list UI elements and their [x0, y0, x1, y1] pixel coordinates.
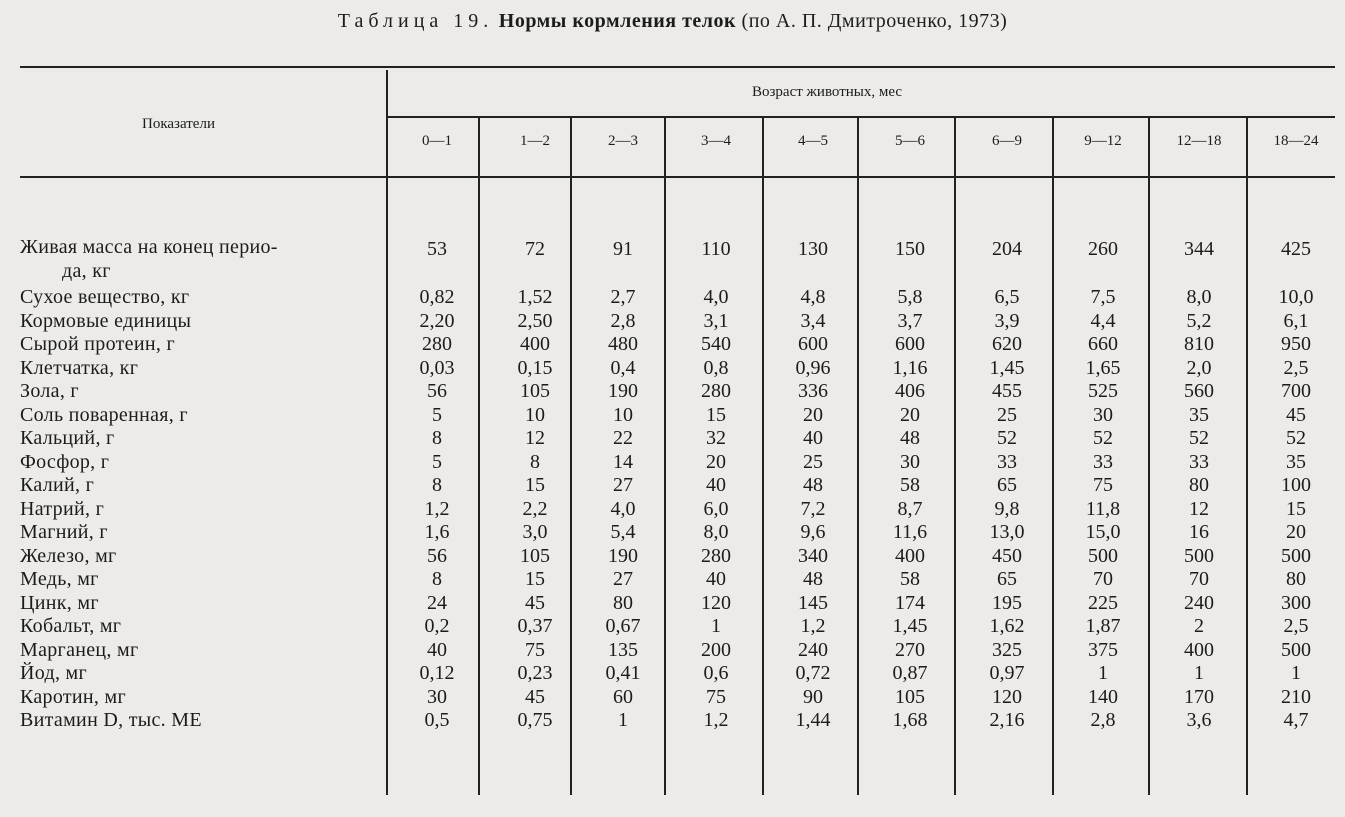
table-cell: 135 — [608, 638, 638, 661]
table-cell: 52 — [1189, 427, 1209, 449]
row-label — [20, 639, 380, 663]
table-cell: 130 — [798, 238, 828, 260]
table-cell: 5,2 — [1186, 309, 1212, 332]
row-label-text: Витамин D, тыс. МЕ — [20, 709, 202, 731]
table-cell: 100 — [1281, 474, 1311, 496]
table-caption — [0, 10, 1345, 33]
table-cell: 1 — [1194, 662, 1204, 684]
table-cell: 5 — [432, 450, 442, 473]
table-cell: 0,15 — [517, 356, 553, 379]
table-cell: 30 — [427, 685, 447, 708]
table-cell: 500 — [1281, 638, 1311, 661]
table-cell: 20 — [1286, 521, 1306, 543]
table-cell: 1,2 — [703, 709, 729, 731]
row-label — [20, 404, 380, 428]
table-cell: 455 — [992, 380, 1022, 402]
table-cell: 210 — [1281, 685, 1311, 708]
table-cell: 3,0 — [522, 521, 548, 543]
table-cell: 140 — [1088, 685, 1118, 708]
row-label-text: Фосфор, г — [20, 450, 110, 473]
table-cell: 35 — [1189, 403, 1209, 426]
table-cell: 1,6 — [424, 521, 450, 543]
column-divider — [1148, 118, 1150, 795]
table-cell: 2 — [1194, 615, 1204, 637]
table-cell: 110 — [701, 238, 731, 260]
table-cell: 15 — [525, 474, 545, 496]
table-cell: 33 — [1189, 450, 1209, 473]
table-cell: 400 — [1184, 638, 1214, 661]
table-cell: 5 — [432, 403, 442, 426]
table-cell: 300 — [1281, 591, 1311, 614]
table-cell: 0,75 — [517, 709, 553, 731]
table-cell: 1,87 — [1085, 615, 1121, 637]
table-cell: 280 — [701, 544, 731, 567]
table-cell: 12 — [1189, 497, 1209, 520]
table-cell: 4,7 — [1283, 709, 1309, 731]
row-label — [20, 686, 380, 710]
table-cell: 75 — [1093, 474, 1113, 496]
table-cell: 75 — [706, 685, 726, 708]
table-cell: 3,7 — [897, 309, 923, 332]
age-column-header: 12—18 — [1176, 133, 1222, 149]
table-cell: 280 — [422, 333, 452, 355]
row-label-text: Клетчатка, кг — [20, 356, 139, 379]
table-cell: 3,6 — [1186, 709, 1212, 731]
table-cell: 65 — [997, 568, 1017, 590]
row-label-text: Сухое вещество, кг — [20, 286, 190, 308]
caption-source: (по А. П. Дмитроченко, 1973) — [741, 10, 1008, 32]
caption-label: Таблица 19. — [337, 10, 494, 32]
table-cell: 400 — [895, 544, 925, 567]
row-label — [20, 615, 380, 639]
age-column-header: 0—1 — [422, 133, 452, 149]
table-cell: 10 — [613, 403, 633, 426]
row-label-text: Цинк, мг — [20, 591, 99, 614]
row-label-text: Зола, г — [20, 380, 79, 402]
table-cell: 8 — [432, 474, 442, 496]
table-cell: 270 — [895, 638, 925, 661]
table-cell: 40 — [427, 638, 447, 661]
table-cell: 13,0 — [989, 521, 1025, 543]
table-cell: 2,8 — [610, 309, 636, 332]
table-cell: 11,6 — [892, 521, 928, 543]
table-cell: 240 — [1184, 591, 1214, 614]
table-cell: 25 — [803, 450, 823, 473]
table-cell: 344 — [1184, 238, 1214, 260]
table-cell: 40 — [706, 474, 726, 496]
table-cell: 1,68 — [892, 709, 928, 731]
row-label — [20, 333, 380, 357]
row-label — [20, 709, 380, 733]
table-cell: 1,45 — [989, 356, 1025, 379]
table-cell: 80 — [1286, 568, 1306, 590]
row-label-text: Марганец, мг — [20, 638, 139, 661]
table-cell: 33 — [1093, 450, 1113, 473]
table-cell: 204 — [992, 238, 1022, 260]
table-cell: 195 — [992, 591, 1022, 614]
table-cell: 15 — [525, 568, 545, 590]
table-cell: 72 — [525, 238, 545, 260]
column-divider — [386, 70, 388, 795]
table-cell: 0,72 — [795, 662, 831, 684]
table-cell: 500 — [1184, 544, 1214, 567]
table-cell: 7,5 — [1090, 286, 1116, 308]
table-cell: 9,8 — [994, 497, 1020, 520]
table-cell: 91 — [613, 238, 633, 260]
table-cell: 10,0 — [1278, 286, 1314, 308]
table-cell: 32 — [706, 427, 726, 449]
table-cell: 0,12 — [419, 662, 455, 684]
row-label-text: Кормовые единицы — [20, 309, 192, 332]
table-cell: 2,20 — [419, 309, 455, 332]
table-cell: 70 — [1189, 568, 1209, 590]
table-cell: 1 — [1291, 662, 1301, 684]
age-group-rule — [386, 116, 1335, 118]
table-cell: 11,8 — [1085, 497, 1121, 520]
table-cell: 0,23 — [517, 662, 553, 684]
table-cell: 15 — [706, 403, 726, 426]
table-cell: 1,16 — [892, 356, 928, 379]
table-cell: 48 — [900, 427, 920, 449]
table-cell: 10 — [525, 403, 545, 426]
table-cell: 1,45 — [892, 615, 928, 637]
table-cell: 3,9 — [994, 309, 1020, 332]
table-cell: 52 — [1093, 427, 1113, 449]
table-cell: 6,1 — [1283, 309, 1309, 332]
column-divider — [1246, 118, 1248, 795]
table-cell: 700 — [1281, 380, 1311, 402]
table-cell: 58 — [900, 568, 920, 590]
table-cell: 0,2 — [424, 615, 450, 637]
table-cell: 0,96 — [795, 356, 831, 379]
table-cell: 60 — [613, 685, 633, 708]
table-cell: 105 — [520, 380, 550, 402]
row-label-text: Сырой протеин, г — [20, 333, 175, 355]
row-label-continuation: да, кг — [62, 259, 111, 282]
row-label — [20, 545, 380, 569]
table-cell: 120 — [701, 591, 731, 614]
table-cell: 1,65 — [1085, 356, 1121, 379]
table-cell: 48 — [803, 568, 823, 590]
table-cell: 80 — [1189, 474, 1209, 496]
table-cell: 200 — [701, 638, 731, 661]
table-cell: 145 — [798, 591, 828, 614]
indicators-header: Показатели — [142, 116, 215, 132]
table-cell: 190 — [608, 380, 638, 402]
table-cell: 2,50 — [517, 309, 553, 332]
table-cell: 14 — [613, 450, 633, 473]
table-cell: 8 — [432, 568, 442, 590]
table-cell: 2,16 — [989, 709, 1025, 731]
table-cell: 0,03 — [419, 356, 455, 379]
table-cell: 325 — [992, 638, 1022, 661]
table-cell: 425 — [1281, 238, 1311, 260]
table-cell: 1 — [711, 615, 721, 637]
table-cell: 6,0 — [703, 497, 729, 520]
row-label-text: Живая масса на конец перио- — [20, 236, 278, 258]
table-cell: 52 — [1286, 427, 1306, 449]
table-cell: 20 — [706, 450, 726, 473]
table-cell: 174 — [895, 591, 925, 614]
row-label-text: Кальций, г — [20, 427, 115, 449]
table-cell: 7,2 — [800, 497, 826, 520]
table-cell: 0,6 — [703, 662, 729, 684]
table-cell: 20 — [900, 403, 920, 426]
table-cell: 33 — [997, 450, 1017, 473]
table-cell: 80 — [613, 591, 633, 614]
table-cell: 0,82 — [419, 286, 455, 308]
row-label — [20, 451, 380, 475]
row-label — [20, 286, 380, 310]
table-cell: 5,8 — [897, 286, 923, 308]
table-cell: 560 — [1184, 380, 1214, 402]
age-column-header: 2—3 — [608, 133, 638, 149]
table-cell: 105 — [895, 685, 925, 708]
table-cell: 0,87 — [892, 662, 928, 684]
table-cell: 8,0 — [1186, 286, 1212, 308]
row-label-text: Магний, г — [20, 521, 108, 543]
table-cell: 52 — [997, 427, 1017, 449]
row-label-text: Медь, мг — [20, 568, 99, 590]
table-cell: 105 — [520, 544, 550, 567]
table-cell: 1 — [1098, 662, 1108, 684]
table-cell: 340 — [798, 544, 828, 567]
table-cell: 170 — [1184, 685, 1214, 708]
table-cell: 500 — [1088, 544, 1118, 567]
row-label-text: Калий, г — [20, 474, 95, 496]
table-cell: 0,8 — [703, 356, 729, 379]
table-cell: 58 — [900, 474, 920, 496]
age-column-header: 9—12 — [1084, 133, 1122, 149]
column-divider — [1052, 118, 1054, 795]
row-label-text: Железо, мг — [20, 544, 117, 567]
row-label — [20, 380, 380, 404]
table-cell: 12 — [525, 427, 545, 449]
table-cell: 56 — [427, 380, 447, 402]
age-column-header: 3—4 — [701, 133, 731, 149]
table-cell: 27 — [613, 474, 633, 496]
table-cell: 70 — [1093, 568, 1113, 590]
table-cell: 30 — [1093, 403, 1113, 426]
table-cell: 500 — [1281, 544, 1311, 567]
header-bottom-rule — [20, 176, 1335, 178]
caption-title: Нормы кормления телок — [498, 10, 737, 32]
table-cell: 8,7 — [897, 497, 923, 520]
row-label-text: Натрий, г — [20, 497, 105, 520]
table-cell: 30 — [900, 450, 920, 473]
row-label-text: Йод, мг — [20, 662, 88, 684]
table-cell: 525 — [1088, 380, 1118, 402]
table-cell: 4,8 — [800, 286, 826, 308]
table-cell: 375 — [1088, 638, 1118, 661]
table-cell: 1,2 — [800, 615, 826, 637]
table-cell: 24 — [427, 591, 447, 614]
table-cell: 0,4 — [610, 356, 636, 379]
table-cell: 15 — [1286, 497, 1306, 520]
table-cell: 1,2 — [424, 497, 450, 520]
table-cell: 20 — [803, 403, 823, 426]
table-cell: 406 — [895, 380, 925, 402]
table-cell: 1,52 — [517, 286, 553, 308]
table-cell: 27 — [613, 568, 633, 590]
row-label — [20, 498, 380, 522]
table-cell: 16 — [1189, 521, 1209, 543]
row-label-text: Каротин, мг — [20, 685, 126, 708]
table-cell: 336 — [798, 380, 828, 402]
table-cell: 950 — [1281, 333, 1311, 355]
table-cell: 0,97 — [989, 662, 1025, 684]
table-cell: 1,62 — [989, 615, 1025, 637]
table-cell: 600 — [895, 333, 925, 355]
table-cell: 3,4 — [800, 309, 826, 332]
table-cell: 9,6 — [800, 521, 826, 543]
row-label — [20, 427, 380, 451]
age-column-header: 1—2 — [520, 133, 550, 149]
table-cell: 6,5 — [994, 286, 1020, 308]
table-cell: 45 — [525, 591, 545, 614]
table-cell: 5,4 — [610, 521, 636, 543]
age-column-header: 5—6 — [895, 133, 925, 149]
table-cell: 4,0 — [610, 497, 636, 520]
table-cell: 90 — [803, 685, 823, 708]
table-cell: 240 — [798, 638, 828, 661]
table-cell: 25 — [997, 403, 1017, 426]
table-cell: 8 — [432, 427, 442, 449]
table-cell: 260 — [1088, 238, 1118, 260]
table-cell: 540 — [701, 333, 731, 355]
table-cell: 40 — [706, 568, 726, 590]
table-cell: 280 — [701, 380, 731, 402]
table-cell: 450 — [992, 544, 1022, 567]
row-label — [20, 521, 380, 545]
table-cell: 190 — [608, 544, 638, 567]
table-cell: 2,0 — [1186, 356, 1212, 379]
table-cell: 35 — [1286, 450, 1306, 473]
table-cell: 620 — [992, 333, 1022, 355]
age-group-header: Возраст животных, мес — [752, 84, 903, 100]
age-column-header: 18—24 — [1273, 133, 1319, 149]
table-cell: 225 — [1088, 591, 1118, 614]
table-cell: 2,2 — [522, 497, 548, 520]
table-cell: 45 — [1286, 403, 1306, 426]
table-cell: 600 — [798, 333, 828, 355]
row-label — [20, 474, 380, 498]
row-label — [20, 662, 380, 686]
table-cell: 1,44 — [795, 709, 831, 731]
table-cell: 56 — [427, 544, 447, 567]
top-rule — [20, 66, 1335, 68]
table-cell: 150 — [895, 238, 925, 260]
row-label — [20, 236, 380, 283]
row-label — [20, 357, 380, 381]
table-cell: 22 — [613, 427, 633, 449]
row-label — [20, 592, 380, 616]
table-cell: 660 — [1088, 333, 1118, 355]
row-label-text: Кобальт, мг — [20, 615, 122, 637]
table-cell: 3,1 — [703, 309, 729, 332]
table-cell: 40 — [803, 427, 823, 449]
row-label — [20, 568, 380, 592]
table-cell: 15,0 — [1085, 521, 1121, 543]
age-column-header: 6—9 — [992, 133, 1022, 149]
table-cell: 120 — [992, 685, 1022, 708]
table-cell: 65 — [997, 474, 1017, 496]
table-cell: 0,41 — [605, 662, 641, 684]
table-cell: 8 — [530, 450, 540, 473]
table-cell: 53 — [427, 238, 447, 260]
table-cell: 480 — [608, 333, 638, 355]
table-cell: 2,5 — [1283, 356, 1309, 379]
row-label-text: Соль поваренная, г — [20, 403, 188, 426]
table-cell: 1 — [618, 709, 628, 731]
table-cell: 0,67 — [605, 615, 641, 637]
table-cell: 45 — [525, 685, 545, 708]
table-cell: 75 — [525, 638, 545, 661]
row-label — [20, 310, 380, 334]
table-cell: 400 — [520, 333, 550, 355]
age-column-header: 4—5 — [798, 133, 828, 149]
table-cell: 2,8 — [1090, 709, 1116, 731]
table-cell: 8,0 — [703, 521, 729, 543]
table-cell: 2,7 — [610, 286, 636, 308]
table-cell: 4,4 — [1090, 309, 1116, 332]
column-divider — [762, 118, 764, 795]
table-cell: 0,37 — [517, 615, 553, 637]
table-cell: 2,5 — [1283, 615, 1309, 637]
table-cell: 4,0 — [703, 286, 729, 308]
table-cell: 0,5 — [424, 709, 450, 731]
table-cell: 810 — [1184, 333, 1214, 355]
table-cell: 48 — [803, 474, 823, 496]
